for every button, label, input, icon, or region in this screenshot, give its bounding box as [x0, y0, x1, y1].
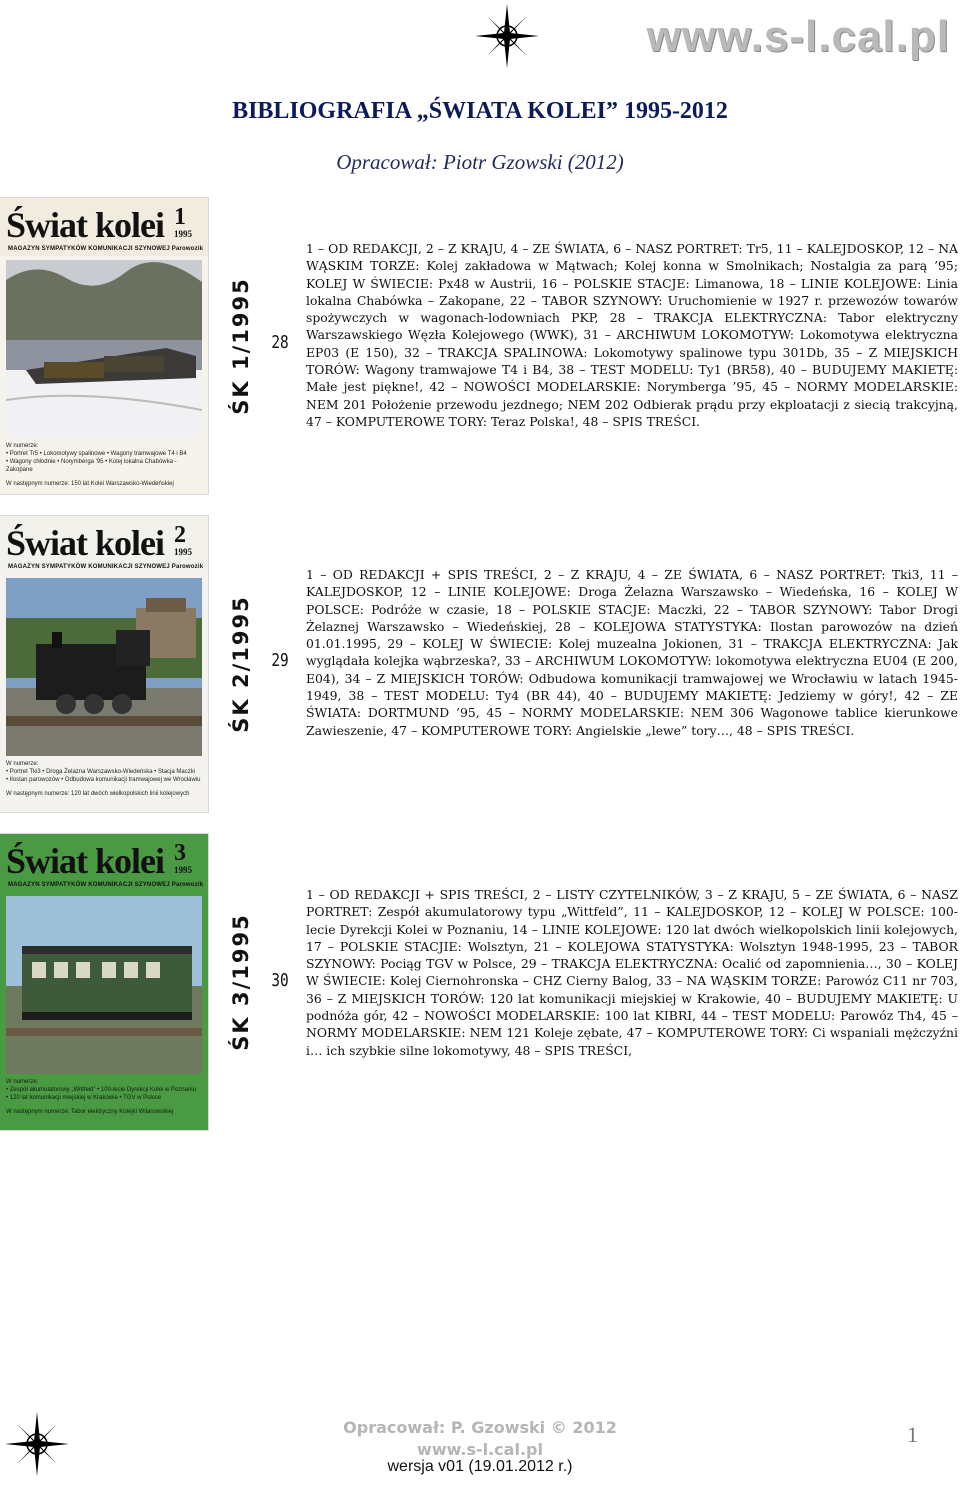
cover-tagline: MAGAZYN SYMPATYKÓW KOMUNIKACJI SZYNOWEJ Parowozik: [8, 246, 204, 252]
cover-image-issue-3: [0, 834, 208, 1130]
issue-code: ŚK 1/1995: [229, 277, 253, 415]
cover-image-issue-1: [0, 198, 208, 494]
cover-footer: W numerze: • Portret Tr5 • Lokomotywy spalinowe • Wagony tramwajowe T4 i B4 • Wagony chłodnie • Norymberga '95 • Kolej lokalna Chabówka - Zakopane W następnym numerze: 150 lat Kolei Warszawsko-Wiedeńskiej: [6, 443, 187, 487]
issue-contents: 1 – OD REDAKCJI + SPIS TREŚCI, 2 – Z KRAJU, 4 – ZE ŚWIATA, 6 – NASZ PORTRET: Tki3, 11 – KALEJDOSKOP, 12 – LINIE KOLEJOWE: Droga Żelazna Warszawsko – Wiedeńska, 16 – KOLEJ W POLSCE: Podróże w czasie, 18 – POLSKIE STACJE: Maczki, 22 – TABOR SZYNOWY: Tabor Drogi Żelaznej Warszawsko – Wiedeńskiej, 28 – KOLEJOWA STATYSTYKA: Ilostan parowozów na dzień 01.01.1995, 29 – KOLEJ W ŚWIECIE: Kolej muzealna Jokionen, 31 – TRAKCJA ELEKTRYCZNA: Jak wyglądała kolejka wąbrzeska?, 33 – ARCHIWUM LOKOMOTYW: lokomotywa elektryczna EU04 (E 200, E04), 34 – Z MIEJSKICH TORÓW: Odbudowa komunikacji tramwajowej we Wrocławiu w latach 1945-1949, 38 – TEST MODELU: Ty4 (BR 44), 40 – BUDUJEMY MAKIETĘ: Jedziemy w góry!, 42 – ZE ŚWIATA: DORTMUND ’95, 45 – NORMY MODELARSKIE: NEM 306 Wagonowe tablice kierunkowe Zawieszenie, 47 – KOMPUTEROWE TORY: Angielskie „lewe” tory…, 48 – SPIS TREŚCI.: [306, 567, 958, 738]
page-reference: 30: [271, 970, 289, 991]
cover-masthead: Świat kolei: [6, 523, 165, 563]
issue-contents: 1 – OD REDAKCJI, 2 – Z KRAJU, 4 – ZE ŚWIATA, 6 – NASZ PORTRET: Tr5, 11 – KALEJDOSKOP, 12 – NA WĄSKIM TORZE: Kolej zakładowa w Mątwach; Kolej konna w Smolnikach; Nostalgia za parą ’95; KOLEJ W ŚWIECIE: Px48 w Austrii, 16 – POLSKIE STACJE: Limanowa, 18 – LINIE KOLEJOWE: Linia lokalna Chabówka – Zakopane, 22 – TABOR SZYNOWY: Uruchomienie w 1927 r. przewozów towarów spożywczych w wagonach-lodowniach PKP, 28 – TRAKCJA ELEKTRYCZNA: Tabor elektryczny Warszawskiego Węzła Kolejowego (WWK), 31 – ARCHIWUM LOKOMOTYW: Lokomotywa elektryczna EP03 (E 150), 32 – TRAKCJA SPALINOWA: Lokomotywy spalinowe typu 301Db, 35 – Z MIEJSKICH TORÓW: Wagony tramwajowe T4 i B4, 38 – TEST MODELU: Ty1 (BR58), 40 – BUDUJEMY MAKIETĘ: Małe jest piękne!, 42 – NOWOŚCI MODELARSKIE: Norymberga ’95, 45 – NORMY MODELARSKIE: NEM 201 Położenie przewodu jezdnego; NEM 202 Odbierak prądu przy ekploatacji z siecią trakcyjną, 47 – KOMPUTEROWE TORY: Teraz Polska!, 48 – SPIS TREŚCI.: [306, 241, 958, 429]
issue-code: ŚK 3/1995: [229, 913, 253, 1051]
page-reference: 28: [271, 332, 289, 353]
issue-contents: 1 – OD REDAKCJI + SPIS TREŚCI, 2 – LISTY CZYTELNIKÓW, 3 – Z KRAJU, 5 – ZE ŚWIATA, 6 – NASZ PORTRET: Zespół akumulatorowy typu „Wittfeld”, 11 – KALEJDOSKOP, 12 – KOLEJ W POLSCE: 100-lecie Dyrekcji Kolei w Poznaniu, 14 – LINIE KOLEJOWE: 120 lat dwóch wielkopolskich linii kolejowych, 17 – POLSKIE STACJIE: Wolsztyn, 21 – KOLEJOWA STATYSTYKA: Wolsztyn 1948-1995, 23 – TABOR SZYNOWY: Pociąg TGV w Polsce, 29 – TRAKCJA ELEKTRYCZNA: Ocalić od zapomnienia…, 30 – KOLEJ W ŚWIECIE: Kolej Ciernohronska – CHZ Cierny Balog, 33 – NA WĄSKIM TORZE: Parowóz C11 nr 703, 36 – Z MIEJSKICH TORÓW: 120 lat komunikacji miejskiej w Krakowie, 40 – BUDUJEMY MAKIETĘ: U podnóża gór, 42 – NOWOŚCI MODELARSKIE: 100 lat KIBRI, 44 – TEST MODELU: Parowóz Th4, 45 – NORMY MODELARSKIE: NEM 121 Koleje zębate, 47 – KOMPUTEROWE TORY: Ci wspaniali mężczyźni i… ich szybkie silne lokomotywy, 48 – SPIS TREŚCI,: [306, 887, 958, 1058]
cover-photo-steam-locomotive: [6, 578, 202, 756]
cover-footer: W numerze: • Portret Tki3 • Droga Żelazna Warszawsko-Wiedeńska • Stacja Maczki • Ilostan parowozów • Odbudowa komunikacji tramwajowej we Wrocławiu W następnym numerze: 120 lat dwóch wielkopolskich linii kolejowych: [6, 761, 201, 797]
cover-footer: W numerze: • Zespół akumulatorowy „Wittfeld” • 100-lecie Dyrekcji Kolei w Poznaniu • 120 lat komunikacji miejskiej w Krakowie • TGV w Polsce W następnym numerze: Tabor elektryczny Kolejki Wilanowskiej: [6, 1079, 196, 1115]
cover-number: 1 1995: [174, 204, 192, 239]
cover-number: 2 1995: [174, 522, 192, 557]
cover-tagline: MAGAZYN SYMPATYKÓW KOMUNIKACJI SZYNOWEJ Parowozik: [8, 882, 204, 888]
cover-number: 3 1995: [174, 840, 192, 875]
cover-tagline: MAGAZYN SYMPATYKÓW KOMUNIKACJI SZYNOWEJ Parowozik: [8, 564, 204, 570]
page-reference: 29: [271, 650, 289, 671]
footer-version: wersja v01 (19.01.2012 r.): [387, 1458, 573, 1475]
cover-masthead: Świat kolei: [6, 841, 165, 881]
cover-image-issue-2: [0, 516, 208, 812]
compass-rose-icon: [475, 4, 539, 68]
page-number: 1: [907, 1422, 918, 1447]
cover-masthead: Świat kolei: [6, 205, 165, 245]
footer-site: www.s-l.cal.pl: [417, 1440, 543, 1459]
site-logo: www.s-l.cal.pl: [646, 12, 950, 61]
cover-photo-electric-railcar: [6, 896, 202, 1074]
issue-code: ŚK 2/1995: [229, 595, 253, 733]
footer-author: Opracował: P. Gzowski © 2012: [343, 1418, 617, 1437]
cover-photo-snowy-train: [6, 260, 202, 438]
page-subtitle: Opracował: Piotr Gzowski (2012): [336, 150, 624, 174]
page-title: BIBLIOGRAFIA „ŚWIATA KOLEI” 1995-2012: [232, 98, 728, 124]
